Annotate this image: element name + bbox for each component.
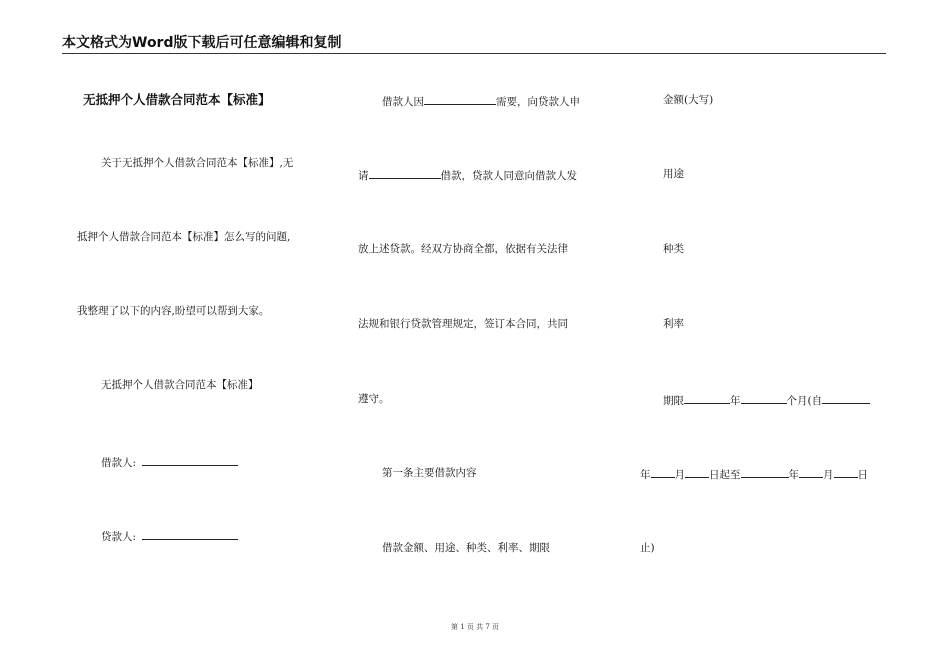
article-items: 借款金额、用途、种类、利率、期限 bbox=[382, 542, 550, 554]
text-span: 日 bbox=[857, 469, 868, 481]
paragraph-line: 抵押个人借款合同范本【标准】怎么写的问题, bbox=[77, 231, 291, 243]
text-span: 月 bbox=[674, 469, 685, 481]
blank-line bbox=[799, 466, 823, 478]
lender-label: 贷款人: bbox=[101, 531, 137, 543]
text-span: 请 bbox=[358, 170, 369, 182]
header-divider bbox=[62, 53, 886, 54]
blank-line bbox=[741, 466, 789, 478]
borrower-label: 借款人: bbox=[101, 457, 137, 469]
text-span: 借款，贷款人同意向借款人发 bbox=[440, 170, 577, 182]
date-range-end: 止) bbox=[640, 542, 655, 554]
date-range-line bbox=[640, 466, 868, 482]
document-header: 本文格式为Word版下载后可任意编辑和复制 bbox=[62, 35, 342, 51]
page-number: 第 1 页 共 7 页 bbox=[450, 623, 500, 631]
lender-line bbox=[101, 528, 238, 544]
paragraph-line bbox=[382, 93, 580, 109]
text-span: 个月(自 bbox=[786, 395, 823, 407]
blank-line bbox=[685, 466, 709, 478]
text-span: 月 bbox=[823, 469, 834, 481]
blank-line bbox=[822, 392, 870, 404]
blank-line bbox=[741, 392, 787, 404]
term-line bbox=[663, 392, 870, 408]
article-heading: 第一条主要借款内容 bbox=[382, 467, 477, 479]
borrower-line bbox=[101, 454, 238, 470]
paragraph-line: 放上述贷款。经双方协商全都，依据有关法律 bbox=[358, 243, 568, 255]
text-span: 借款人因 bbox=[382, 96, 424, 108]
text-span: 日起至 bbox=[709, 469, 741, 481]
purpose-label: 用途 bbox=[663, 168, 684, 180]
text-span: 年 bbox=[640, 469, 651, 481]
paragraph-line: 关于无抵押个人借款合同范本【标准】,无 bbox=[101, 157, 294, 169]
blank-line bbox=[424, 93, 496, 105]
section-subtitle: 无抵押个人借款合同范本【标准】 bbox=[101, 379, 259, 391]
text-span: 年 bbox=[730, 395, 741, 407]
text-span: 需要，向贷款人申 bbox=[496, 96, 580, 108]
lender-blank bbox=[142, 528, 238, 540]
rate-label: 利率 bbox=[663, 318, 684, 330]
blank-line bbox=[834, 466, 858, 478]
paragraph-line: 法规和银行贷款管理规定，签订本合同，共同 bbox=[358, 318, 568, 330]
borrower-blank bbox=[142, 454, 238, 466]
blank-line bbox=[651, 466, 675, 478]
text-span: 年 bbox=[788, 469, 799, 481]
blank-line bbox=[684, 392, 730, 404]
amount-label: 金额(大写) bbox=[663, 94, 714, 106]
blank-line bbox=[369, 167, 441, 179]
document-title: 无抵押个人借款合同范本【标准】 bbox=[83, 92, 271, 107]
paragraph-line: 遵守。 bbox=[358, 393, 390, 405]
type-label: 种类 bbox=[663, 243, 684, 255]
paragraph-line bbox=[358, 167, 577, 183]
paragraph-line: 我整理了以下的内容,盼望可以帮到大家。 bbox=[77, 305, 270, 317]
term-label: 期限 bbox=[663, 395, 684, 407]
